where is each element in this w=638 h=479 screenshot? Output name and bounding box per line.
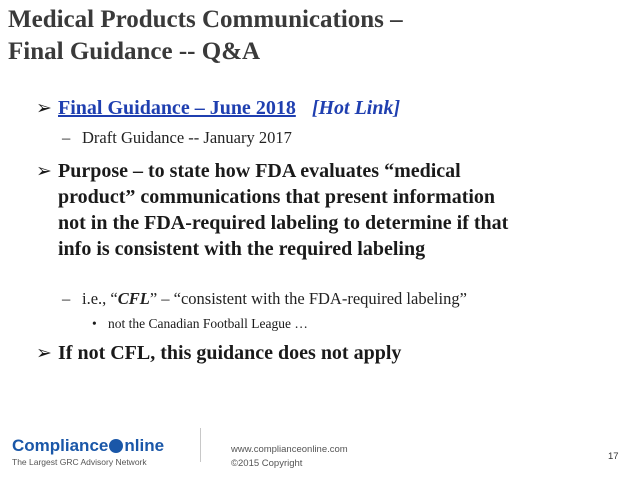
dash-icon: – [62,289,71,308]
hot-link[interactable]: [Hot Link] [311,97,401,119]
canadian-football-text: not the Canadian Football League … [108,316,308,331]
footer-divider [200,428,201,462]
final-guidance-link[interactable]: Final Guidance – June 2018 [58,97,296,119]
purpose-line-4: info is consistent with the required labeling [58,238,426,260]
sub-bullet-draft-guidance [62,127,292,149]
arrow-bullet-icon: ➢ [36,97,52,119]
slide-title [8,4,628,68]
dash-icon: – [62,128,71,147]
purpose-text [58,158,508,262]
footer-website: www.complianceonline.com [231,444,348,455]
page-number: 17 [608,451,619,462]
logo-part-2: nline [124,436,165,455]
footer-text [231,443,348,471]
cfl-abbreviation: CFL [117,289,150,308]
bullet-purpose [36,158,626,262]
slide-title-line-1: Medical Products Communications – [8,6,403,33]
logo-part-1: Compliance [12,436,109,455]
slide-title-line-2: Final Guidance -- Q&A [8,38,261,65]
dot-bullet-icon: • [92,316,97,331]
arrow-bullet-icon: ➢ [36,160,52,182]
purpose-line-3: not in the FDA-required labeling to determine if that [58,212,509,234]
logo-wordmark [12,436,192,456]
bullet-if-not-cfl [36,340,401,366]
draft-guidance-text: Draft Guidance -- January 2017 [82,128,292,147]
bullet-final-guidance [36,95,400,121]
purpose-line-2: product” communications that present information [58,186,496,208]
cfl-definition-text: ” – “consistent with the FDA-required labeling” [149,289,467,308]
logo-tagline: The Largest GRC Advisory Network [12,457,147,467]
complianceonline-logo [12,436,192,472]
sub-sub-bullet-canadian [92,315,308,333]
purpose-line-1: Purpose – to state how FDA evaluates “medical [58,160,461,182]
logo-o-icon [109,439,123,453]
arrow-bullet-icon: ➢ [36,342,52,364]
if-not-cfl-text: If not CFL, this guidance does not apply [58,342,402,364]
ie-prefix: i.e., “ [82,289,118,308]
footer-copyright: ©2015 Copyright [231,458,303,469]
sub-bullet-cfl-definition [62,288,467,310]
